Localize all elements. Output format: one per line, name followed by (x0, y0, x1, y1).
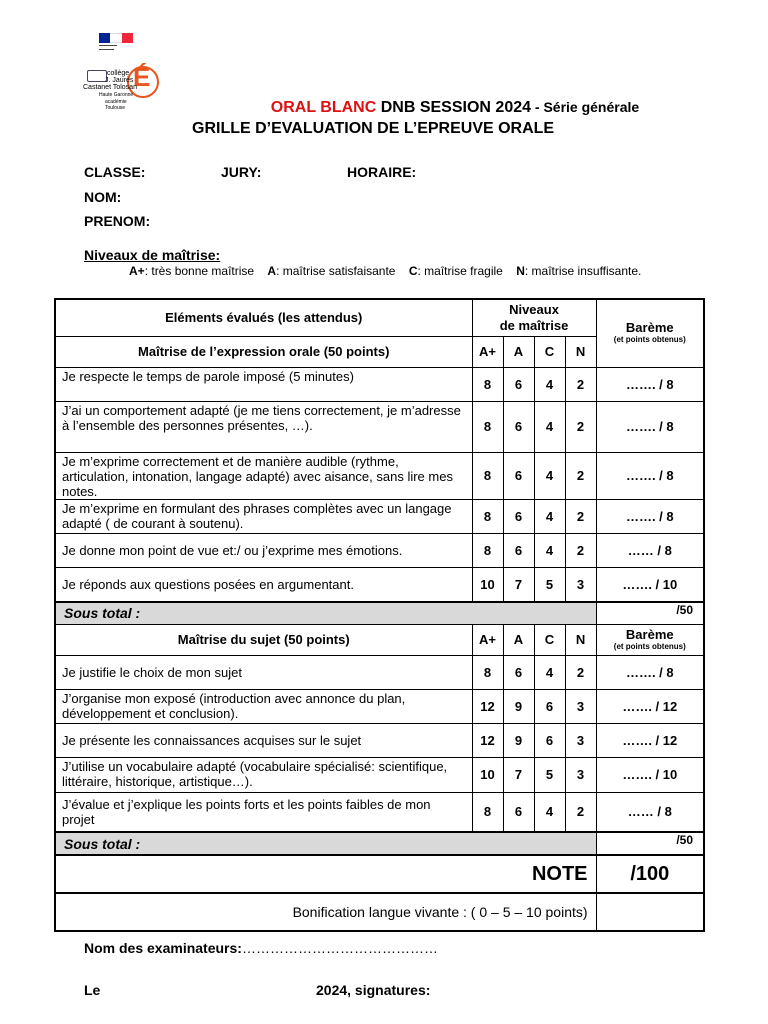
table-row (55, 757, 704, 792)
subtotal-value[interactable]: /50 (596, 832, 704, 855)
score-cell[interactable]: ……. / 10 (596, 757, 704, 792)
logo-line: J. Jaurès (105, 77, 134, 84)
points-cell[interactable]: 12 (472, 723, 503, 757)
points-cell[interactable]: 9 (503, 689, 534, 723)
points-cell[interactable]: 7 (503, 757, 534, 792)
points-cell[interactable]: 5 (534, 567, 565, 602)
section2-bareme (596, 624, 704, 655)
table-row (55, 367, 704, 401)
prenom-label: PRENOM: (84, 213, 151, 229)
points-cell[interactable]: 8 (472, 655, 503, 689)
points-cell[interactable]: 6 (503, 792, 534, 832)
criterion-text: Je m’exprime correctement et de manière audible (rythme, articulation, intonation, langage adapté) avec aisance, sans lire mes notes. (55, 452, 472, 499)
level-key: A+ (129, 264, 145, 278)
points-cell[interactable]: 8 (472, 792, 503, 832)
points-cell[interactable]: 4 (534, 401, 565, 452)
examinateurs-label: Nom des examinateurs: (84, 940, 242, 956)
points-cell[interactable]: 8 (472, 367, 503, 401)
logo-line: académie (105, 99, 127, 105)
score-cell[interactable]: ……. / 12 (596, 689, 704, 723)
header-elements: Eléments évalués (les attendus) (55, 299, 472, 336)
points-cell[interactable]: 2 (565, 401, 596, 452)
points-cell[interactable]: 10 (472, 757, 503, 792)
school-building-icon (87, 70, 107, 82)
note-row (55, 855, 704, 893)
points-cell[interactable]: 9 (503, 723, 534, 757)
subtotal-value[interactable]: /50 (596, 602, 704, 624)
niveaux-legend (129, 264, 641, 278)
table-row (55, 655, 704, 689)
score-cell[interactable]: ……. / 12 (596, 723, 704, 757)
points-cell[interactable]: 4 (534, 533, 565, 567)
title-main-part: DNB SESSION 2024 (376, 99, 532, 116)
points-cell[interactable]: 8 (472, 452, 503, 499)
points-cell[interactable]: 4 (534, 499, 565, 533)
date-label: Le (84, 982, 101, 998)
examinateurs-line (84, 940, 438, 956)
score-cell[interactable]: ……. / 8 (596, 401, 704, 452)
section1-title: Maîtrise de l’expression orale (50 points) (55, 336, 472, 367)
points-cell[interactable]: 2 (565, 499, 596, 533)
points-cell[interactable]: 5 (534, 757, 565, 792)
points-cell[interactable]: 3 (565, 723, 596, 757)
subtotal-label: Sous total : (55, 832, 596, 855)
table-row (55, 723, 704, 757)
level-header: A+ (472, 336, 503, 367)
criterion-text: Je réponds aux questions posées en argumentant. (55, 567, 472, 602)
table-row (55, 499, 704, 533)
level-desc: : très bonne maîtrise (144, 264, 255, 278)
criterion-text: Je donne mon point de vue et:/ ou j’exprime mes émotions. (55, 533, 472, 567)
criterion-text: J’évalue et j’explique les points forts et les points faibles de mon projet (55, 792, 472, 832)
nom-label: NOM: (84, 189, 122, 205)
criterion-text: J’utilise un vocabulaire adapté (vocabulaire spécialisé: scientifique, littéraire, historique, artistique…). (55, 757, 472, 792)
bareme-sublabel: (et points obtenus) (613, 335, 686, 345)
points-cell[interactable]: 2 (565, 533, 596, 567)
logo-line: Haute Garonne (99, 92, 134, 98)
subtotal-row (55, 832, 704, 855)
level-header: N (565, 336, 596, 367)
points-cell[interactable]: 10 (472, 567, 503, 602)
score-cell[interactable]: …… / 8 (596, 533, 704, 567)
logo-line: collège (107, 70, 130, 77)
points-cell[interactable]: 8 (472, 499, 503, 533)
score-cell[interactable]: ……. / 8 (596, 655, 704, 689)
title-red-part: ORAL BLANC (270, 99, 377, 116)
points-cell[interactable]: 2 (565, 452, 596, 499)
criterion-text: J’ai un comportement adapté (je me tiens correctement, je m’adresse à l’ensemble des personnes présentes, …). (55, 401, 472, 452)
examinateurs-dots[interactable]: …………………………………… (241, 940, 438, 956)
table-row (55, 792, 704, 832)
header-niveaux-line: de maîtrise (499, 317, 569, 333)
note-value[interactable]: /100 (596, 855, 704, 893)
bareme-label: Barème (625, 320, 674, 336)
score-cell[interactable]: ……. / 10 (596, 567, 704, 602)
points-cell[interactable]: 2 (565, 655, 596, 689)
points-cell[interactable]: 8 (472, 533, 503, 567)
level-header: C (534, 624, 565, 655)
table-row (55, 567, 704, 602)
points-cell[interactable]: 4 (534, 792, 565, 832)
logo-e-icon: É (133, 62, 151, 92)
subtotal-label: Sous total : (55, 602, 596, 624)
level-key: N (516, 264, 525, 278)
logo-line: Toulouse (105, 105, 126, 111)
header-bareme (596, 299, 704, 367)
section2-title: Maîtrise du sujet (50 points) (55, 624, 472, 655)
criterion-text: J’organise mon exposé (introduction avec annonce du plan, développement et conclusion). (55, 689, 472, 723)
title-suffix: - Série générale (531, 99, 640, 115)
points-cell[interactable]: 3 (565, 567, 596, 602)
criterion-text: Je présente les connaissances acquises sur le sujet (55, 723, 472, 757)
points-cell[interactable]: 6 (503, 401, 534, 452)
points-cell[interactable]: 6 (503, 367, 534, 401)
points-cell[interactable]: 12 (472, 689, 503, 723)
level-key: C (408, 264, 418, 278)
table-row (55, 452, 704, 499)
bareme-sublabel: (et points obtenus) (613, 641, 686, 651)
table-row (55, 401, 704, 452)
points-cell[interactable]: 3 (565, 757, 596, 792)
points-cell[interactable]: 6 (503, 655, 534, 689)
ministry-text-mark: ▬▬▬▬▬▬ ▬▬▬▬▬ (99, 43, 117, 51)
points-cell[interactable]: 4 (534, 655, 565, 689)
evaluation-grid (54, 298, 705, 932)
republique-francaise-logo (99, 33, 133, 53)
bareme-label: Barème (625, 626, 674, 642)
points-cell[interactable]: 6 (534, 723, 565, 757)
points-cell[interactable]: 2 (565, 367, 596, 401)
table-row (55, 533, 704, 567)
header-niveaux-line: Niveaux (509, 301, 559, 317)
page-title (0, 99, 768, 117)
level-header: N (565, 624, 596, 655)
level-header: A (503, 336, 534, 367)
jury-label: JURY: (221, 164, 262, 180)
page-subtitle: GRILLE D’EVALUATION DE L’EPREUVE ORALE (192, 120, 555, 137)
classe-label: CLASSE: (84, 164, 146, 180)
level-header: A+ (472, 624, 503, 655)
points-cell[interactable]: 8 (472, 401, 503, 452)
score-cell[interactable]: ……. / 8 (596, 367, 704, 401)
niveaux-title: Niveaux de maîtrise: (84, 247, 221, 263)
points-cell[interactable]: 6 (503, 533, 534, 567)
table-row (55, 689, 704, 723)
note-label: NOTE (55, 855, 596, 893)
level-desc: : maîtrise fragile (417, 264, 503, 278)
criterion-text: Je justifie le choix de mon sujet (55, 655, 472, 689)
signatures-label: 2024, signatures: (316, 982, 431, 998)
subtotal-row (55, 602, 704, 624)
level-desc: : maîtrise satisfaisante (276, 264, 396, 278)
level-header: A (503, 624, 534, 655)
bonif-row (55, 893, 704, 931)
level-header: C (534, 336, 565, 367)
horaire-label: HORAIRE: (347, 164, 417, 180)
bonif-label: Bonification langue vivante : ( 0 – 5 – 10 points) (55, 893, 596, 931)
logo-line: Castanet Tolosan (83, 84, 137, 91)
points-cell[interactable]: 4 (534, 452, 565, 499)
score-cell[interactable]: ……. / 8 (596, 452, 704, 499)
level-key: A (267, 264, 277, 278)
header-niveaux (472, 299, 596, 336)
points-cell[interactable]: 6 (503, 499, 534, 533)
french-flag-icon (99, 33, 133, 43)
score-cell[interactable]: ……. / 8 (596, 499, 704, 533)
points-cell[interactable]: 3 (565, 689, 596, 723)
score-cell[interactable]: …… / 8 (596, 792, 704, 832)
criterion-text: Je respecte le temps de parole imposé (5 minutes) (55, 367, 472, 401)
bonif-value[interactable] (596, 893, 704, 931)
points-cell[interactable]: 6 (503, 452, 534, 499)
criterion-text: Je m’exprime en formulant des phrases complètes avec un langage adapté ( de courant à soutenu). (55, 499, 472, 533)
points-cell[interactable]: 4 (534, 367, 565, 401)
level-desc: : maîtrise insuffisante. (524, 264, 642, 278)
points-cell[interactable]: 6 (534, 689, 565, 723)
points-cell[interactable]: 7 (503, 567, 534, 602)
points-cell[interactable]: 2 (565, 792, 596, 832)
